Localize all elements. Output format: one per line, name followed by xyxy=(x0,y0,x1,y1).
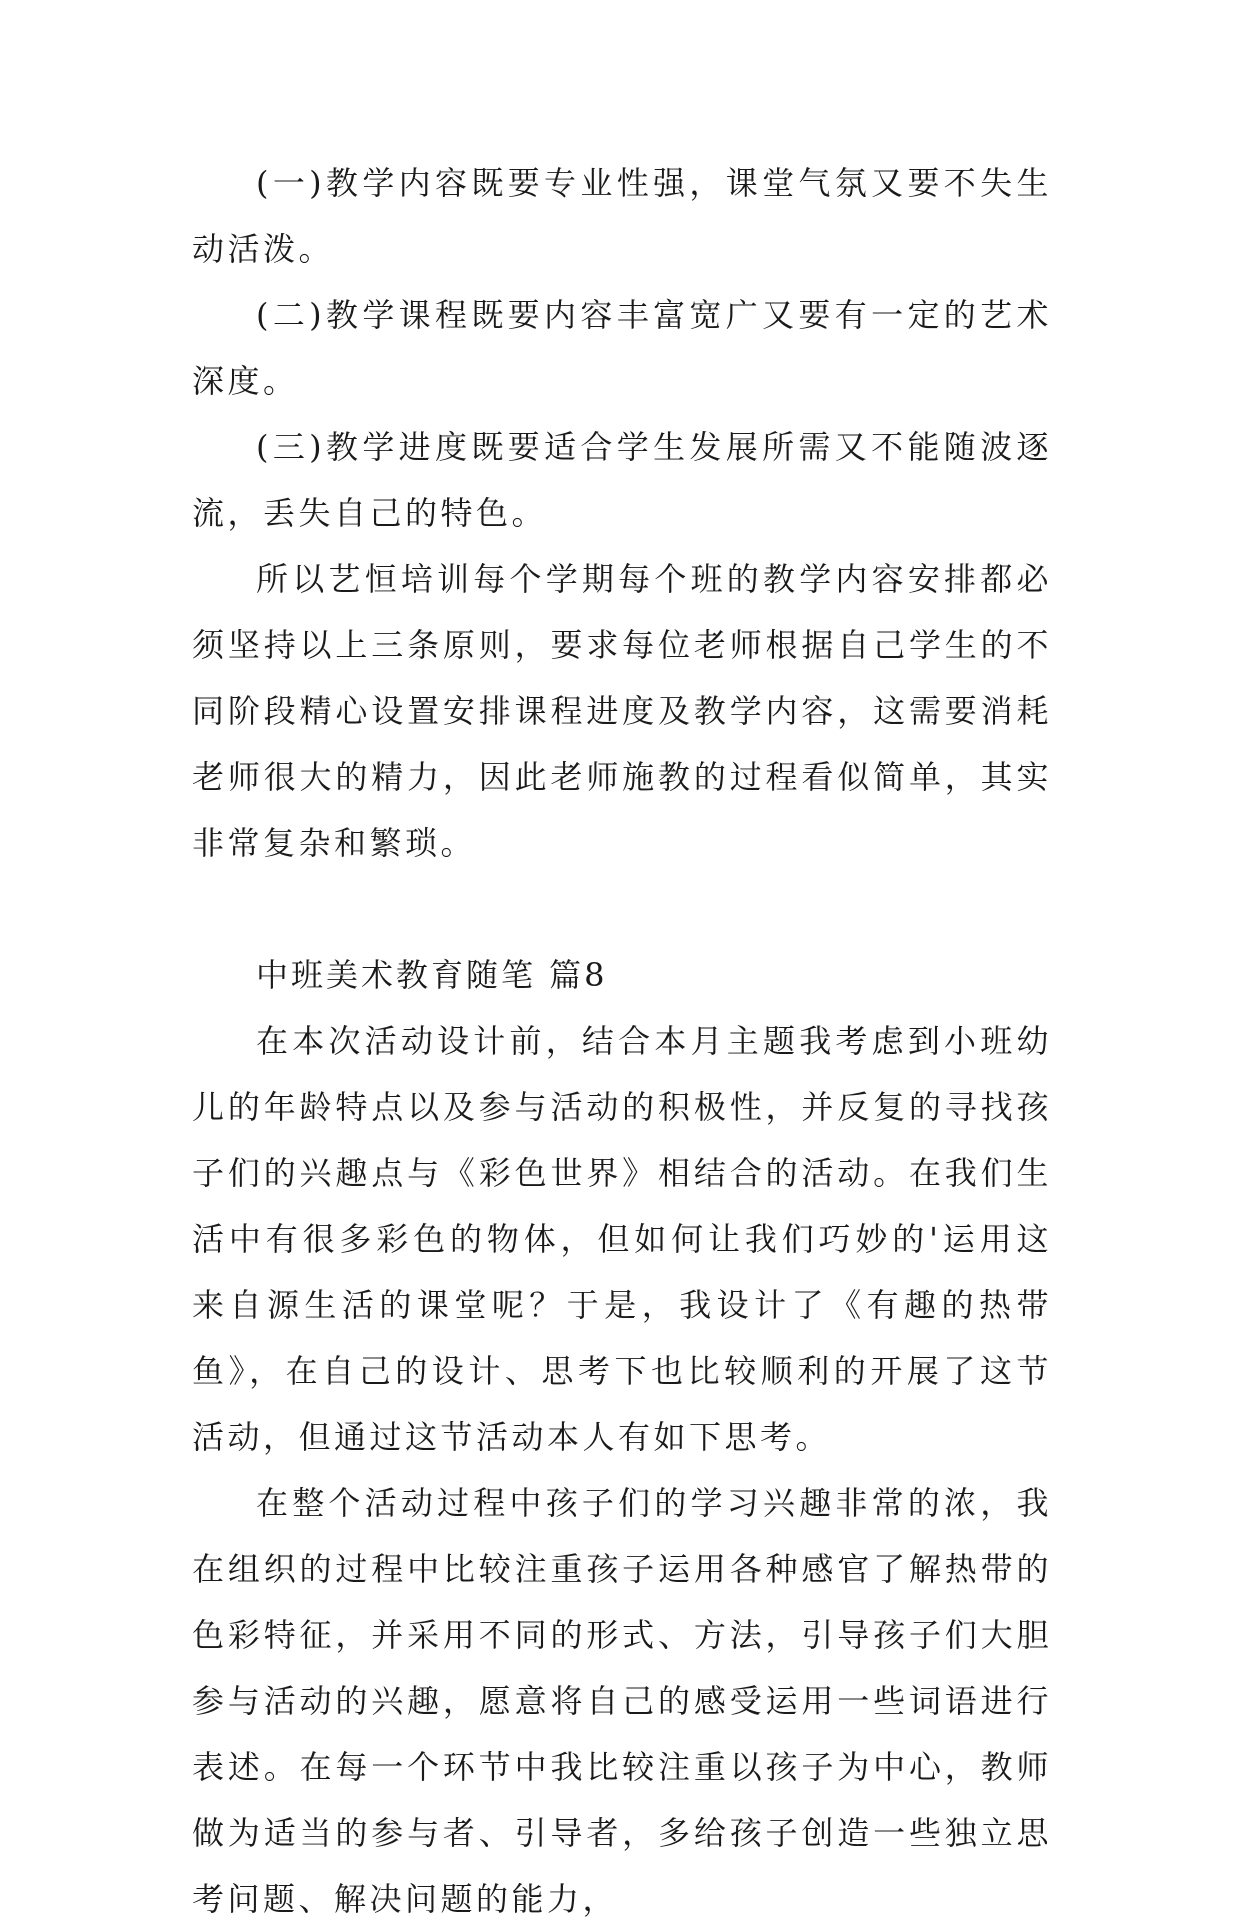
paragraph-summary: 所以艺恒培训每个学期每个班的教学内容安排都必须坚持以上三条原则，要求每位老师根据自己学生的不同阶段精心设置安排课程进度及教学内容，这需要消耗老师很大的精力，因此老师施教的过程看似简单，其实非常复杂和繁琐。 xyxy=(192,560,1052,862)
paragraph-principle-2: (二)教学课程既要内容丰富宽广又要有一定的艺术深度。 xyxy=(192,296,1052,400)
paragraph-activity-reflection: 在整个活动过程中孩子们的学习兴趣非常的浓，我在组织的过程中比较注重孩子运用各种感官了解热带的色彩特征，并采用不同的形式、方法，引导孩子们大胆参与活动的兴趣，愿意将自己的感受运用一些词语进行表述。在每一个环节中我比较注重以孩子为中心，教师做为适当的参与者、引导者，多给孩子创造一些独立思考问题、解决问题的能力， xyxy=(192,1484,1052,1918)
paragraph-principle-3: (三)教学进度既要适合学生发展所需又不能随波逐流，丢失自己的特色。 xyxy=(192,428,1052,532)
paragraph-principle-1: (一)教学内容既要专业性强，课堂气氛又要不失生动活泼。 xyxy=(192,164,1052,268)
section-heading: 中班美术教育随笔 篇8 xyxy=(256,956,608,994)
document-body xyxy=(192,150,1052,1932)
section-spacer xyxy=(192,876,1052,942)
paragraph-activity-design: 在本次活动设计前，结合本月主题我考虑到小班幼儿的年龄特点以及参与活动的积极性，并反复的寻找孩子们的兴趣点与《彩色世界》相结合的活动。在我们生活中有很多彩色的物体，但如何让我们巧妙的'运用这来自源生活的课堂呢？于是，我设计了《有趣的热带鱼》，在自己的设计、思考下也比较顺利的开展了这节活动，但通过这节活动本人有如下思考。 xyxy=(192,1022,1052,1456)
